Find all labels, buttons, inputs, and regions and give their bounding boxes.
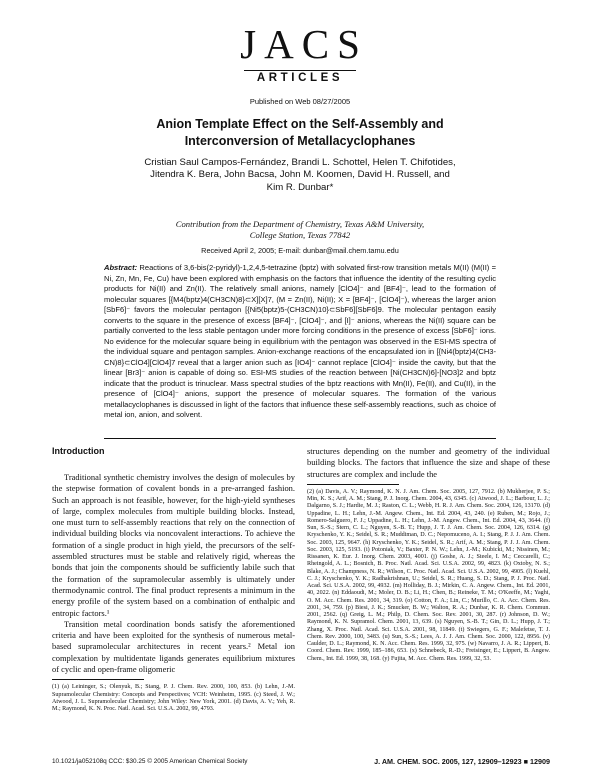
- logo-divider: [244, 70, 356, 71]
- publication-date: Published on Web 08/27/2005: [249, 97, 351, 106]
- citation-line: J. AM. CHEM. SOC. 2005, 127, 12909–12923 ■ 12909: [374, 757, 550, 766]
- abstract-divider: [104, 438, 496, 439]
- footnote: (2) (a) Davis, A. V.; Raymond, K. N. J. Am. Chem. Soc. 2005, 127, 7912. (b) Mukherjee, P. S.; Min, K. S.; Arif, A. M.; Stang, P. J. Inorg. Chem. 2004, 43, 6345. (c) Atwood, J. L.; Barbour, L. J.; Dalgarno, S. J.; Hardie, M. J.; Raston, C. L.; Webb, H. R. J. Am. Chem. Soc. 2004, 126, 13170. (d) Uppadine, L. H.; Lehn, J.-M. Angew. Chem., Int. Ed. 2004, 43, 240. (e) Ruben, M.; Rojo, J.; Romero-Salguero, F. J.; Uppadine, L. H.; Lehn, J.-M. Angew. Chem., Int. Ed. 2004, 43, 3644. (f) Sun, S.-S.; Stern, C. L.; Nguyen, S.-B. T.; Hupp, J. T. J. Am. Chem. Soc. 2004, 126, 6314. (g) Kryschenko, Y. K.; Seidel, S. R.; Muddiman, D. C.; Nepomuceno, A. I.; Stang, P. J. J. Am. Chem. Soc. 2003, 125, 9647. (h) Kryschenko, Y. K.; Seidel, S. R.; Arif, A. M.; Stang, P. J. J. Am. Chem. Soc. 2003, 125, 5193. (i) Potoniak, V.; Baxter, P. N. W.; Lehn, J.-M.; Kubicki, M.; Nissinen, M.; Rissanen, K. Eur. J. Inorg. Chem. 2003, 4001. (j) Goshe, A. J.; Steele, I. M.; Ceccarelli, C.; Rheingold, A. L.; Bosnich, B. Proc. Natl. Acad. Sci. U.S.A. 2002, 99, 4823. (k) Oxtoby, N. S.; Blake, A. J.; Champness, N. R.; Wilson, C. Proc. Natl. Acad. Sci. U.S.A. 2002, 99, 4905. (l) Kuehl, C. J.; Kryschenko, Y. K.; Radhakrishnan, U.; Seidel, S. R.; Huang, S. D.; Stang, P. J. Proc. Natl. Acad. Sci. U.S.A. 2002, 99, 4932. (m) Holliday, B. J.; Mirkin, C. A. Angew. Chem., Int. Ed. 2001, 40, 2022. (n) Eddaoudi, M.; Moler, D. B.; Li, H.; Chen, B.; Reineke, T. M.; O'Keeffe, M.; Yaghi, O. M. Acc. Chem. Res. 2001, 34, 319. (o) Cotton, F. A.; Lin, C.; Murillo, C. A. Acc. Chem. Res. 2001, 34, 759. (p) Biesi, J. K.; Smucker, B. W.; Walton, R. A.; Dunbar, K. R. Chem. Commun. 2001, 2562. (q) Greig, L. M.; Philp, D. Chem. Soc. Rev. 2001, 30, 287. (r) Johnson, D. W.; Raymond, K. N. Supramol. Chem. 2001, 13, 639. (s) Nguyen, S.-B. T.; Gin, D. L.; Hupp, J. T.; Zhang, X. Proc. Natl. Acad. Sci. U.S.A. 2001, 98, 11849. (t) Swiegers, G. F.; Malefetse, T. J. Chem. Rev. 2000, 100, 3483. (u) Sun, S.-S.; Lees, A. J. J. Am. Chem. Soc. 2000, 122, 8956. (v) Caulder, D. L.; Raymond, K. N. Acc. Chem. Res. 1999, 32, 975. (w) Navarro, J. A. R.; Lippert, B. Coord. Chem. Rev. 1999, 185–186, 653. (x) Schnebeck, R.-D.; Freisinger, E.; Lippert, B. Angew. Chem., Int. Ed. 1999, 38, 168. (y) Fujita, M. Acc. Chem. Res. 1999, 32, 53.: [307, 488, 550, 662]
- logo-letter-s: S: [337, 21, 360, 67]
- title-line: Interconversion of Metallacyclophanes: [184, 134, 416, 148]
- author-line: Cristian Saul Campos-Fernández, Brandi L. Schottel, Helen T. Chifotides,: [144, 157, 456, 168]
- footnote-divider: [307, 484, 399, 485]
- body-paragraph: structures depending on the number and geometry of the individual building blocks. The factors that influence the size and shape of these structures are complex and include the: [307, 446, 550, 479]
- logo-letter-c: C: [301, 21, 330, 67]
- received-and-email: Received April 2, 2005; E-mail: dunbar@mail.chem.tamu.edu: [201, 246, 399, 255]
- title-line: Anion Template Effect on the Self-Assembly and: [156, 117, 444, 131]
- author-list: [0, 157, 600, 194]
- footnote-divider: [52, 679, 144, 680]
- intro-paragraph: Transition metal coordination bonds satisfy the aforementioned criteria and have been exploited for the synthesis of numerous metal-based supramolecular architectures in recent years.² Metal ion complexation by multidentate ligands generates equilibrium mixtures of cyclic and open-frame oligomeric: [52, 618, 295, 675]
- section-label: ARTICLES: [256, 72, 344, 84]
- footnote: (1) (a) Leininger, S.; Olenyuk, B.; Stang, P. J. Chem. Rev. 2000, 100, 853. (b) Lehn, J.-M. Supramolecular Chemistry: Concepts and Perspectives; VCH: Weinheim, 1995. (c) Steed, J. W.; Atwood, J. L. Supramolecular Chemistry; John Wiley: New York, 2001. (d) Davis, A. V.; Yeh, R. M.; Raymond, K. N. Proc. Natl. Acad. Sci. U.S.A. 2002, 99, 4793.: [52, 684, 295, 713]
- affiliation: [0, 219, 600, 241]
- journal-logo: [240, 21, 360, 84]
- introduction-heading: Introduction: [52, 446, 105, 456]
- doi-line: 10.1021/ja052108q CCC: $30.25 © 2005 American Chemical Society: [52, 758, 248, 765]
- article-title: [0, 116, 600, 150]
- logo-letter-j: J: [240, 21, 257, 67]
- logo-letter-a: A: [264, 21, 294, 67]
- affiliation-line: College Station, Texas 77842: [249, 230, 351, 240]
- abstract-label: Abstract:: [104, 263, 138, 272]
- abstract: [104, 263, 496, 421]
- right-column: [307, 446, 550, 663]
- author-line: Kim R. Dunbar*: [266, 181, 334, 193]
- intro-paragraph: Traditional synthetic chemistry involves the design of molecules by the stepwise formation of covalent bonds in a pre-arranged fashion. Such an approach is not feasible, however, for the high-yield syntheses of large, complex molecules from multiple building blocks. Instead, one must turn to self-assembly reactions that rely on the connection of individual building blocks via noncovalent interactions. To achieve the formation of a single product in high yield, the precursors of the self-assembled structures must be stable and relatively rigid, whereas the bonds that join the components should be sufficiently labile such that the formation of the supramolecular assembly is ultimately under thermodynamic control. The final product represents a minimum in the energy profile of the system based on a combination of enthalpic and entropic factors.¹: [52, 472, 295, 618]
- left-column: [52, 446, 295, 713]
- abstract-text: Reactions of 3,6-bis(2-pyridyl)-1,2,4,5-tetrazine (bptz) with solvated first-row transition metals M(II) (M(II) = Ni, Zn, Mn, Fe, Cu) have been explored with emphasis on the factors that influence the identity of the resulting cyclic products for Ni(II) and Zn(II). The relatively small anions, namely [ClO4]⁻ and [BF4]⁻, lead to the formation of molecular squares [{M4(bptz)4(CH3CN)8}⊂X][X]7, (M = Zn(II), Ni(II); X = [BF4]⁻, [ClO4]⁻), whereas the larger anion [SbF6]⁻ favors the molecular pentagon [{Ni5(bptz)5-(CH3CN)10}⊂SbF6][SbF6]9. The molecular pentagon easily converts to the square in the presence of excess [BF4]⁻, [ClO4]⁻, and [I]⁻ anions, whereas the Ni(II) square can be partially converted to the less stable pentagon under more forcing conditions in the presence of excess [SbF6]⁻ ions. No evidence for the molecular square being in equilibrium with the pentagon was observed in the ESI-MS spectra of the individual square and pentagon samples. Anion-exchange reactions of the encapsulated ion in [{Ni4(bptz)4(CH3-CN)8}⊂ClO4][ClO4]7 reveal that a larger anion such as [IO4]⁻ cannot replace [ClO4]⁻ inside the cavity, but that the linear [Br3]⁻ anion is capable of doing so. ESI-MS studies of the reaction between [Ni(CH3CN)6]-[NO3]2 and bptz indicate that the product is trinuclear. Mass spectral studies of the bptz reactions with Mn(II), Fe(II), and Cu(II), in the presence of [ClO4]⁻ anions, support the presence of molecular squares. The formation of the various metallacyclophanes is discussed in light of the factors that influence these self-assembly reactions, such as choice of metal ion, anion, and solvent.: [104, 263, 496, 419]
- affiliation-line: Contribution from the Department of Chemistry, Texas A&M University,: [175, 219, 425, 229]
- author-line: Jitendra K. Bera, John Bacsa, John M. Koomen, David H. Russell, and: [150, 169, 450, 181]
